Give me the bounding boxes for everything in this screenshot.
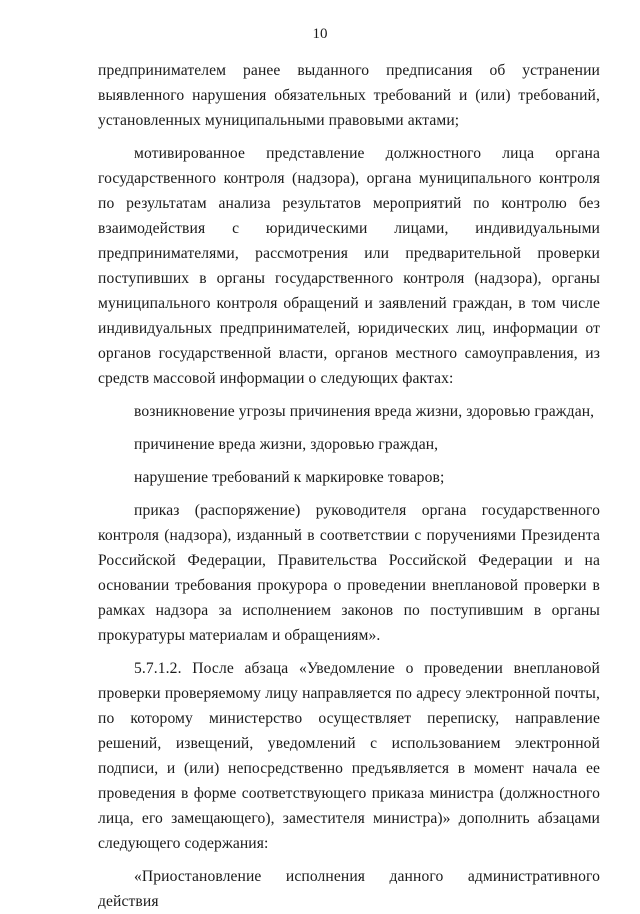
paragraph-suspension: «Приостановление исполнения данного административного действия — [98, 868, 600, 910]
paragraph-labeling-violation: нарушение требований к маркировке товаров; — [134, 469, 445, 486]
document-body — [98, 58, 600, 914]
paragraph-order-of-head: приказ (распоряжение) руководителя органа государственного контроля (надзора), изданный в соответствии с поручениями Президента Российской Федерации, Правительства Российской Федерации и на основании требования прокурора о проведении внеплановой проверки в рамках надзора за исполнением законов по поступившим в органы прокуратуры материалам и обращениям». — [98, 502, 600, 644]
paragraph-continuation: предпринимателем ранее выданного предписания об устранении выявленного нарушения обязательных требований и (или) требований, установленных муниципальными правовыми актами; — [98, 62, 600, 129]
paragraph-threat-of-harm: возникновение угрозы причинения вреда жизни, здоровью граждан, — [134, 403, 595, 420]
paragraph-motivated-representation: мотивированное представление должностного лица органа государственного контроля (надзора), органа муниципального контроля по результатам анализа результатов мероприятий по контролю без взаимодействия с юридическими лицами, индивидуальными предпринимателями, рассмотрения или предварительной проверки поступивших в органы государственного контроля (надзора), органы муниципального контроля обращений и заявлений граждан, в том числе индивидуальных предпринимателей, юридических лиц, информации от органов государственной власти, органов местного самоуправления, из средств массовой информации о следующих фактах: — [98, 145, 600, 387]
paragraph-section-5-7-1-2: 5.7.1.2. После абзаца «Уведомление о проведении внеплановой проверки проверяемому лицу направляется по адресу электронной почты, по которому министерство осуществляет переписку, направление решений, извещений, уведомлений с использованием электронной подписи, и (или) непосредственно предъявляется в момент начала ее проведения в форме соответствующего приказа министра (должностного лица, его замещающего), заместителя министра)» дополнить абзацами следующего содержания: — [98, 660, 600, 852]
paragraph-harm-caused: причинение вреда жизни, здоровью граждан, — [134, 436, 439, 453]
page-number: 10 — [312, 26, 328, 42]
